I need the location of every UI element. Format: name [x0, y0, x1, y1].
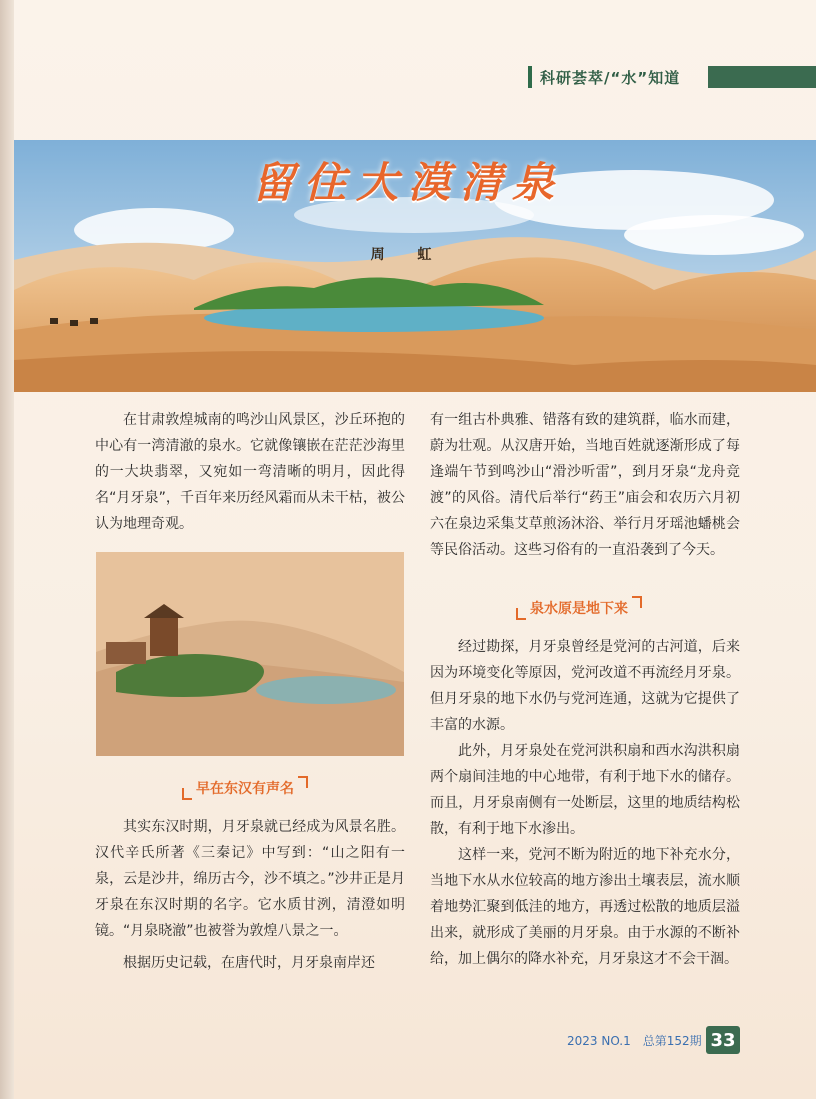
subheading: [530, 598, 628, 618]
column-left: [95, 407, 405, 537]
oasis-photo: [96, 552, 404, 756]
section-block: [708, 66, 816, 88]
bracket-right: [632, 596, 642, 608]
column-right-lower: [430, 634, 740, 972]
subheading-text: 早在东汉有声名: [196, 781, 294, 797]
page-number: 33: [706, 1026, 740, 1054]
subheading: [196, 778, 294, 798]
subheading-text: 泉水原是地下来: [530, 601, 628, 617]
paragraph: 其实东汉时期，月牙泉就已经成为风景名胜。汉代辛氏所著《三秦记》中写到：“山之阳有一泉，云是沙井，绵历古今，沙不填之。”沙井正是月牙泉在东汉时期的名字。它水质甘洌，清澄如明镜。“月泉晓澈”也被誉为敦煌八景之一。: [95, 819, 405, 939]
section-label: 科研荟萃/“水”知道: [540, 68, 681, 87]
bracket-left: [516, 608, 526, 620]
issue-year: 2023 NO.1: [567, 1033, 631, 1048]
article-title: 留住大漠清泉: [251, 158, 564, 207]
column-left-lower: [95, 814, 405, 976]
paragraph: 有一组古朴典雅、错落有致的建筑群，临水而建，蔚为壮观。从汉唐开始，当地百姓就逐渐形成了每逢端午节到鸣沙山“滑沙听雷”，到月牙泉“龙舟竞渡”的风俗。清代后举行“药王”庙会和农历六月初六在泉边采集艾草煎汤沐浴、举行月牙瑶池蟠桃会等民俗活动。这些习俗有的一直沿袭到了今天。: [430, 412, 740, 558]
footer-issue: [567, 1032, 702, 1049]
paragraph: 此外，月牙泉处在党河洪积扇和西水沟洪积扇两个扇间洼地的中心地带，有利于地下水的储存。而且，月牙泉南侧有一处断层，这里的地质结构松散，有利于地下水渗出。: [430, 743, 740, 837]
issue-total: 总第152期: [642, 1034, 702, 1048]
paragraph: 根据历史记载，在唐代时，月牙泉南岸还: [123, 955, 375, 971]
paragraph: 在甘肃敦煌城南的鸣沙山风景区，沙丘环抱的中心有一湾清澈的泉水。它就像镶嵌在茫茫沙海里的一大块翡翠，又宛如一弯清晰的明月，因此得名“月牙泉”，千百年来历经风霜而从未干枯，被公认为地理奇观。: [95, 412, 405, 532]
article-author: 周 虹: [370, 247, 446, 263]
paragraph: 这样一来，党河不断为附近的地下补充水分，当地下水从水位较高的地方渗出土壤表层，流水顺着地势汇聚到低洼的地方，再透过松散的地质层溢出来，就形成了美丽的月牙泉。由于水源的不断补给，加上偶尔的降水补充，月牙泉这才不会干涸。: [430, 847, 740, 967]
section-tag: [528, 66, 680, 88]
column-right: [430, 407, 740, 563]
paragraph: 经过勘探，月牙泉曾经是党河的古河道，后来因为环境变化等原因，党河改道不再流经月牙泉。但月牙泉的地下水仍与党河连通，这就为它提供了丰富的水源。: [430, 639, 740, 733]
bracket-right: [298, 776, 308, 788]
section-bar: [528, 66, 532, 88]
bracket-left: [182, 788, 192, 800]
